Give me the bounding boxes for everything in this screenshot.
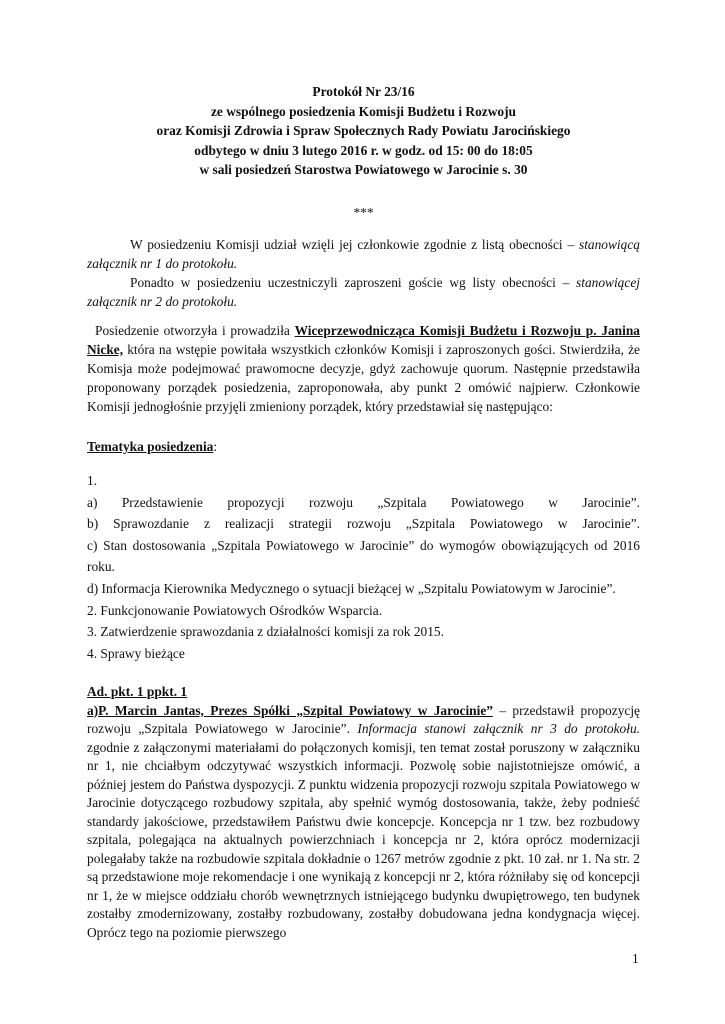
agenda-item: 4. Sprawy bieżące <box>87 645 185 661</box>
chair-name: Wiceprzewodnicząca Komisji Budżetu i Rozwoju p. Janina Nicke, <box>87 323 640 357</box>
title-line-3: oraz Komisji Zdrowia i Spraw Społecznych Rady Powiatu Jarocińskiego <box>156 123 571 139</box>
speaker-name: a)P. Marcin Jantas, Prezes Spółki „Szpital Powiatowy w Jarocinie” <box>87 702 493 718</box>
agenda-heading-text: Tematyka posiedzenia <box>87 439 214 454</box>
members-attachment: stanowiącą załącznik nr 1 do protokołu. <box>87 237 640 271</box>
agenda-item: a) Przedstawienie propozycji rozwoju „Szpitala Powiatowego w Jarocinie”. <box>87 494 640 510</box>
agenda-item: b) Sprawozdanie z realizacji strategii rozwoju „Szpitala Powiatowego w Jarocinie”. <box>87 516 640 532</box>
section-text-2: zgodnie z załączonymi materiałami do połączonych komisji, ten temat został poruszony w załączniku nr 1, nie chciałbym odczytywać wszystkich informacji. Pozwolę sobie najistotniejsze omówić, a później jestem do Państwa dyspozycji. Z punktu widzenia propozycji rozwoju szpitala Powiatowego w Jarocinie dotyczącego rozbudowy szpitala, aby spełnić wymóg dostosowania, także, żeby podnieść standardy jakościowe, przedstawiłem Państwu dwie koncepcje. Koncepcja nr 1 tzw. bez rozbudowy szpitala, polegająca na aktualnych powierzchniach i koncepcja nr 2, która oprócz modernizacji polegałaby także na rozbudowie szpitala dokładnie o 1267 metrów zgodnie z pkt. 10 zał. nr 1. Na str. 2 są przedstawione moje rekomendacje i one wynikają z koncepcji nr 2, która różniłaby się od koncepcji nr 1, że w miejsce oddziału chorób wewnętrznych istniejącego budynku dwupiętrowego, ten budynek zostałby zmodernizowany, zostałby rozbudowany, zostałby dobudowana jedna kondygnacja więcej. Oprócz tego na poziomie pierwszego <box>87 739 640 940</box>
page-number: 1 <box>632 951 639 966</box>
agenda-item: 2. Funkcjonowanie Powiatowych Ośrodków Wsparcia. <box>87 602 383 618</box>
agenda-heading <box>87 438 640 456</box>
guests-paragraph <box>87 274 640 312</box>
opening-prefix: Posiedzenie otworzyła i prowadziła <box>95 323 295 338</box>
opening-text: która na wstępie powitała wszystkich członków Komisji i zaproszonych gości. Stwierdziła, że Komisja może podejmować prawomocne decyzje, gdyż zachowuje quorum. Następnie przedstawiła proponowany porządek posiedzenia, zaproponowała, aby punkt 2 omówić najpierw. Członkowie Komisji jednogłośnie przyjęli zmieniony porządek, który przedstawiał się następująco: <box>87 341 640 414</box>
section-body <box>87 702 640 943</box>
agenda-heading-suffix: : <box>213 439 218 454</box>
title-line-2: ze wspólnego posiedzenia Komisji Budżetu i Rozwoju <box>210 103 516 119</box>
members-text: W posiedzeniu Komisji udział wzięli jej członkowie zgodnie z listą obecności – <box>130 237 579 252</box>
section-attachment: Informacja stanowi załącznik nr 3 do protokołu. <box>357 721 640 736</box>
section-point-1 <box>87 683 640 942</box>
agenda-item: c) Stan dostosowania „Szpitala Powiatowego w Jarocinie” do wymogów obowiązujących od 2016 roku. <box>87 537 640 575</box>
guests-attachment: stanowiącej załącznik nr 2 do protokołu. <box>87 274 640 309</box>
section-heading: Ad. pkt. 1 ppkt. 1 <box>87 684 188 699</box>
agenda-item: 1. <box>87 473 98 488</box>
title-line-4: odbytego w dniu 3 lutego 2016 r. w godz. od 15: 00 do 18:05 <box>194 142 533 158</box>
separator: *** <box>353 205 374 220</box>
section-text-1: – przedstawił propozycję rozwoju „Szpitala Powiatowego w Jarocinie”. <box>87 702 640 736</box>
members-paragraph <box>87 236 640 274</box>
guests-text: Ponadto w posiedzeniu uczestniczyli zaproszeni goście wg listy obecności – <box>130 274 577 290</box>
agenda-item: d) Informacja Kierownika Medycznego o sytuacji bieżącej w „Szpitalu Powiatowym w Jarocinie”. <box>87 580 616 596</box>
attendance-section <box>87 236 640 312</box>
title-line-1: Protokół Nr 23/16 <box>312 84 415 99</box>
title-line-5: w sali posiedzeń Starostwa Powiatowego w Jarocinie s. 30 <box>199 162 528 178</box>
protocol-title <box>87 82 640 180</box>
opening-paragraph <box>87 322 640 417</box>
agenda-list <box>87 470 640 664</box>
agenda-item: 3. Zatwierdzenie sprawozdania z działalności komisji za rok 2015. <box>87 624 444 640</box>
